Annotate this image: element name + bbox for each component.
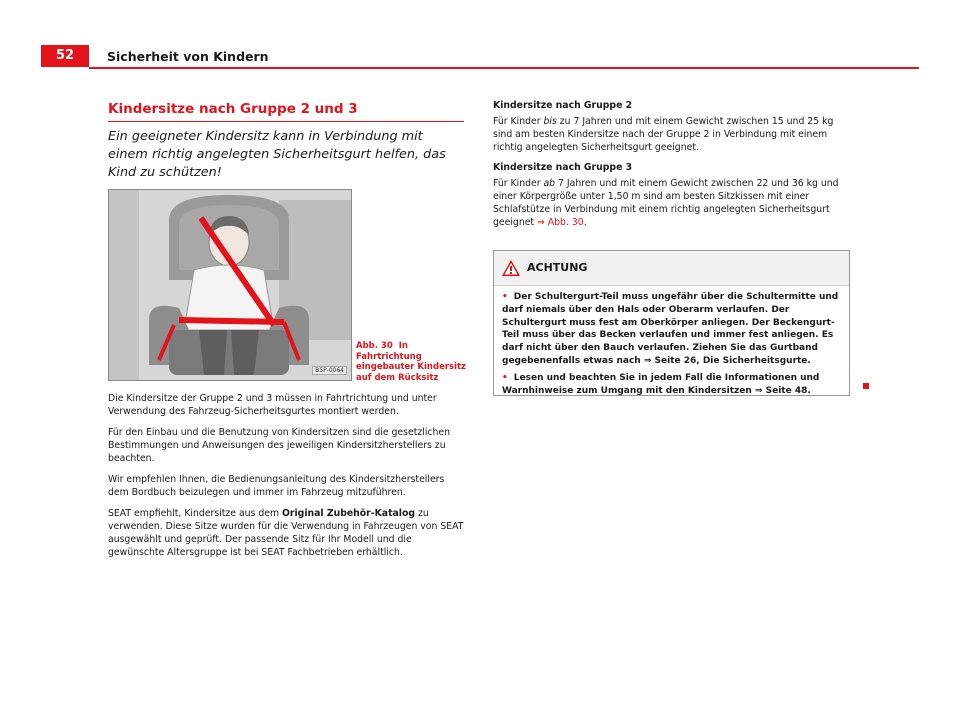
group3-text-before: Für Kinder xyxy=(493,178,544,189)
figure-code: B5P-0064 xyxy=(312,366,347,375)
child-seat-figure xyxy=(108,189,352,381)
child-seat-illustration xyxy=(109,190,351,380)
bullet-icon: • xyxy=(502,372,508,383)
paragraph-regulations: Für den Einbau und die Benutzung von Kindersitzen sind die gesetzlichen Bestimmungen und Anweisungen des jeweiligen Kindersitzherstellers zu beachten. xyxy=(108,427,451,464)
group3-text-end: . xyxy=(583,217,587,228)
warning-body xyxy=(494,286,849,397)
warning-item-text: Der Schultergurt-Teil muss ungefähr über die Schultermitte und darf niemals über den Hals oder Oberarm verlaufen. Der Schultergurt muss fest am Oberkörper anliegen. Der Beckengurt-Teil muss über das Becken verlaufen und immer fest anliegen. Es darf nicht über den Bauch verlaufen. Ziehen Sie das Gurtband gegebenenfalls etwas nach xyxy=(502,292,839,366)
warning-box xyxy=(493,250,850,396)
seat-text-before: SEAT empfiehlt, Kindersitze aus dem xyxy=(108,508,282,519)
group3-paragraph xyxy=(493,177,849,229)
header-rule xyxy=(89,67,919,69)
warning-item xyxy=(502,372,841,398)
left-body xyxy=(108,392,464,567)
chapter-title: Sicherheit von Kindern xyxy=(107,49,269,64)
group2-title: Kindersitze nach Gruppe 2 xyxy=(493,100,633,111)
bullet-icon: • xyxy=(502,292,508,302)
paragraph-seat-recommendation xyxy=(108,507,464,559)
section-end-marker xyxy=(863,383,869,389)
figure-link[interactable]: ⇒ Abb. 30 xyxy=(537,217,584,228)
figure-caption xyxy=(356,341,466,383)
warning-item-text: Lesen und beachten Sie in jedem Fall die Informationen und Warnhinweise zum Umgang mit den Kindersitzen xyxy=(502,372,820,396)
group2-paragraph xyxy=(493,115,849,154)
right-column xyxy=(493,100,849,237)
warning-item-end: . xyxy=(807,355,811,366)
group3-title: Kindersitze nach Gruppe 3 xyxy=(493,162,633,173)
warning-item xyxy=(502,291,841,368)
paragraph-manual: Wir empfehlen Ihnen, die Bedienungsanleitung des Kindersitzherstellers dem Bordbuch beizulegen und immer im Fahrzeug mitzuführen. xyxy=(108,474,445,498)
section-title: Kindersitze nach Gruppe 2 und 3 xyxy=(108,101,358,117)
section-lead: Ein geeigneter Kindersitz kann in Verbindung mit einem richtig angelegten Sicherheitsgurt helfen, das Kind zu schützen! xyxy=(108,129,446,180)
left-column xyxy=(108,101,464,192)
warning-icon xyxy=(501,259,521,277)
catalog-name: Original Zubehör-Katalog xyxy=(282,508,416,519)
warning-item-end: . xyxy=(807,385,811,396)
seat-text-after: zu verwenden. Diese Sitze wurden für die Verwendung in Fahrzeugen von SEAT ausgewählt und geprüft. Der passende Sitz für Ihr Modell und die gewünschte Altersgruppe ist bei SEAT Fachbetrieben erhältlich. xyxy=(108,508,464,558)
group2-text-after: zu 7 Jahren und mit einem Gewicht zwischen 15 und 25 kg sind am besten Kindersitze nach der Gruppe 2 in Verbindung mit einem richtig angelegten Sicherheitsgurt geeignet. xyxy=(493,116,834,153)
section-rule xyxy=(108,121,464,122)
group3-text-after: 7 Jahren und mit einem Gewicht zwischen 22 und 36 kg und einer Körpergröße unter 1,50 m sind am besten Sitzkissen mit einer Schlafstütze in Verbindung mit einem richtig angelegten Sicherheitsgurt geeignet xyxy=(493,178,839,228)
page-number: 52 xyxy=(41,45,89,67)
group2-text-before: Für Kinder xyxy=(493,116,544,127)
group3-emphasis: ab xyxy=(543,178,556,189)
group2-emphasis: bis xyxy=(543,116,557,127)
warning-title: ACHTUNG xyxy=(527,261,588,274)
warning-header xyxy=(494,251,849,286)
figure-caption-label: Abb. 30 xyxy=(356,341,393,351)
figure-caption-text: In Fahrtrichtung eingebauter Kindersitz auf dem Rücksitz xyxy=(356,341,467,383)
warning-item-link[interactable]: ⇒ Seite 26, Die Sicherheitsgurte xyxy=(643,355,808,366)
paragraph-direction: Die Kindersitze der Gruppe 2 und 3 müssen in Fahrtrichtung und unter Verwendung des Fahrzeug-Sicherheitsgurtes montiert werden. xyxy=(108,393,437,417)
warning-item-link[interactable]: ⇒ Seite 48 xyxy=(754,385,808,396)
